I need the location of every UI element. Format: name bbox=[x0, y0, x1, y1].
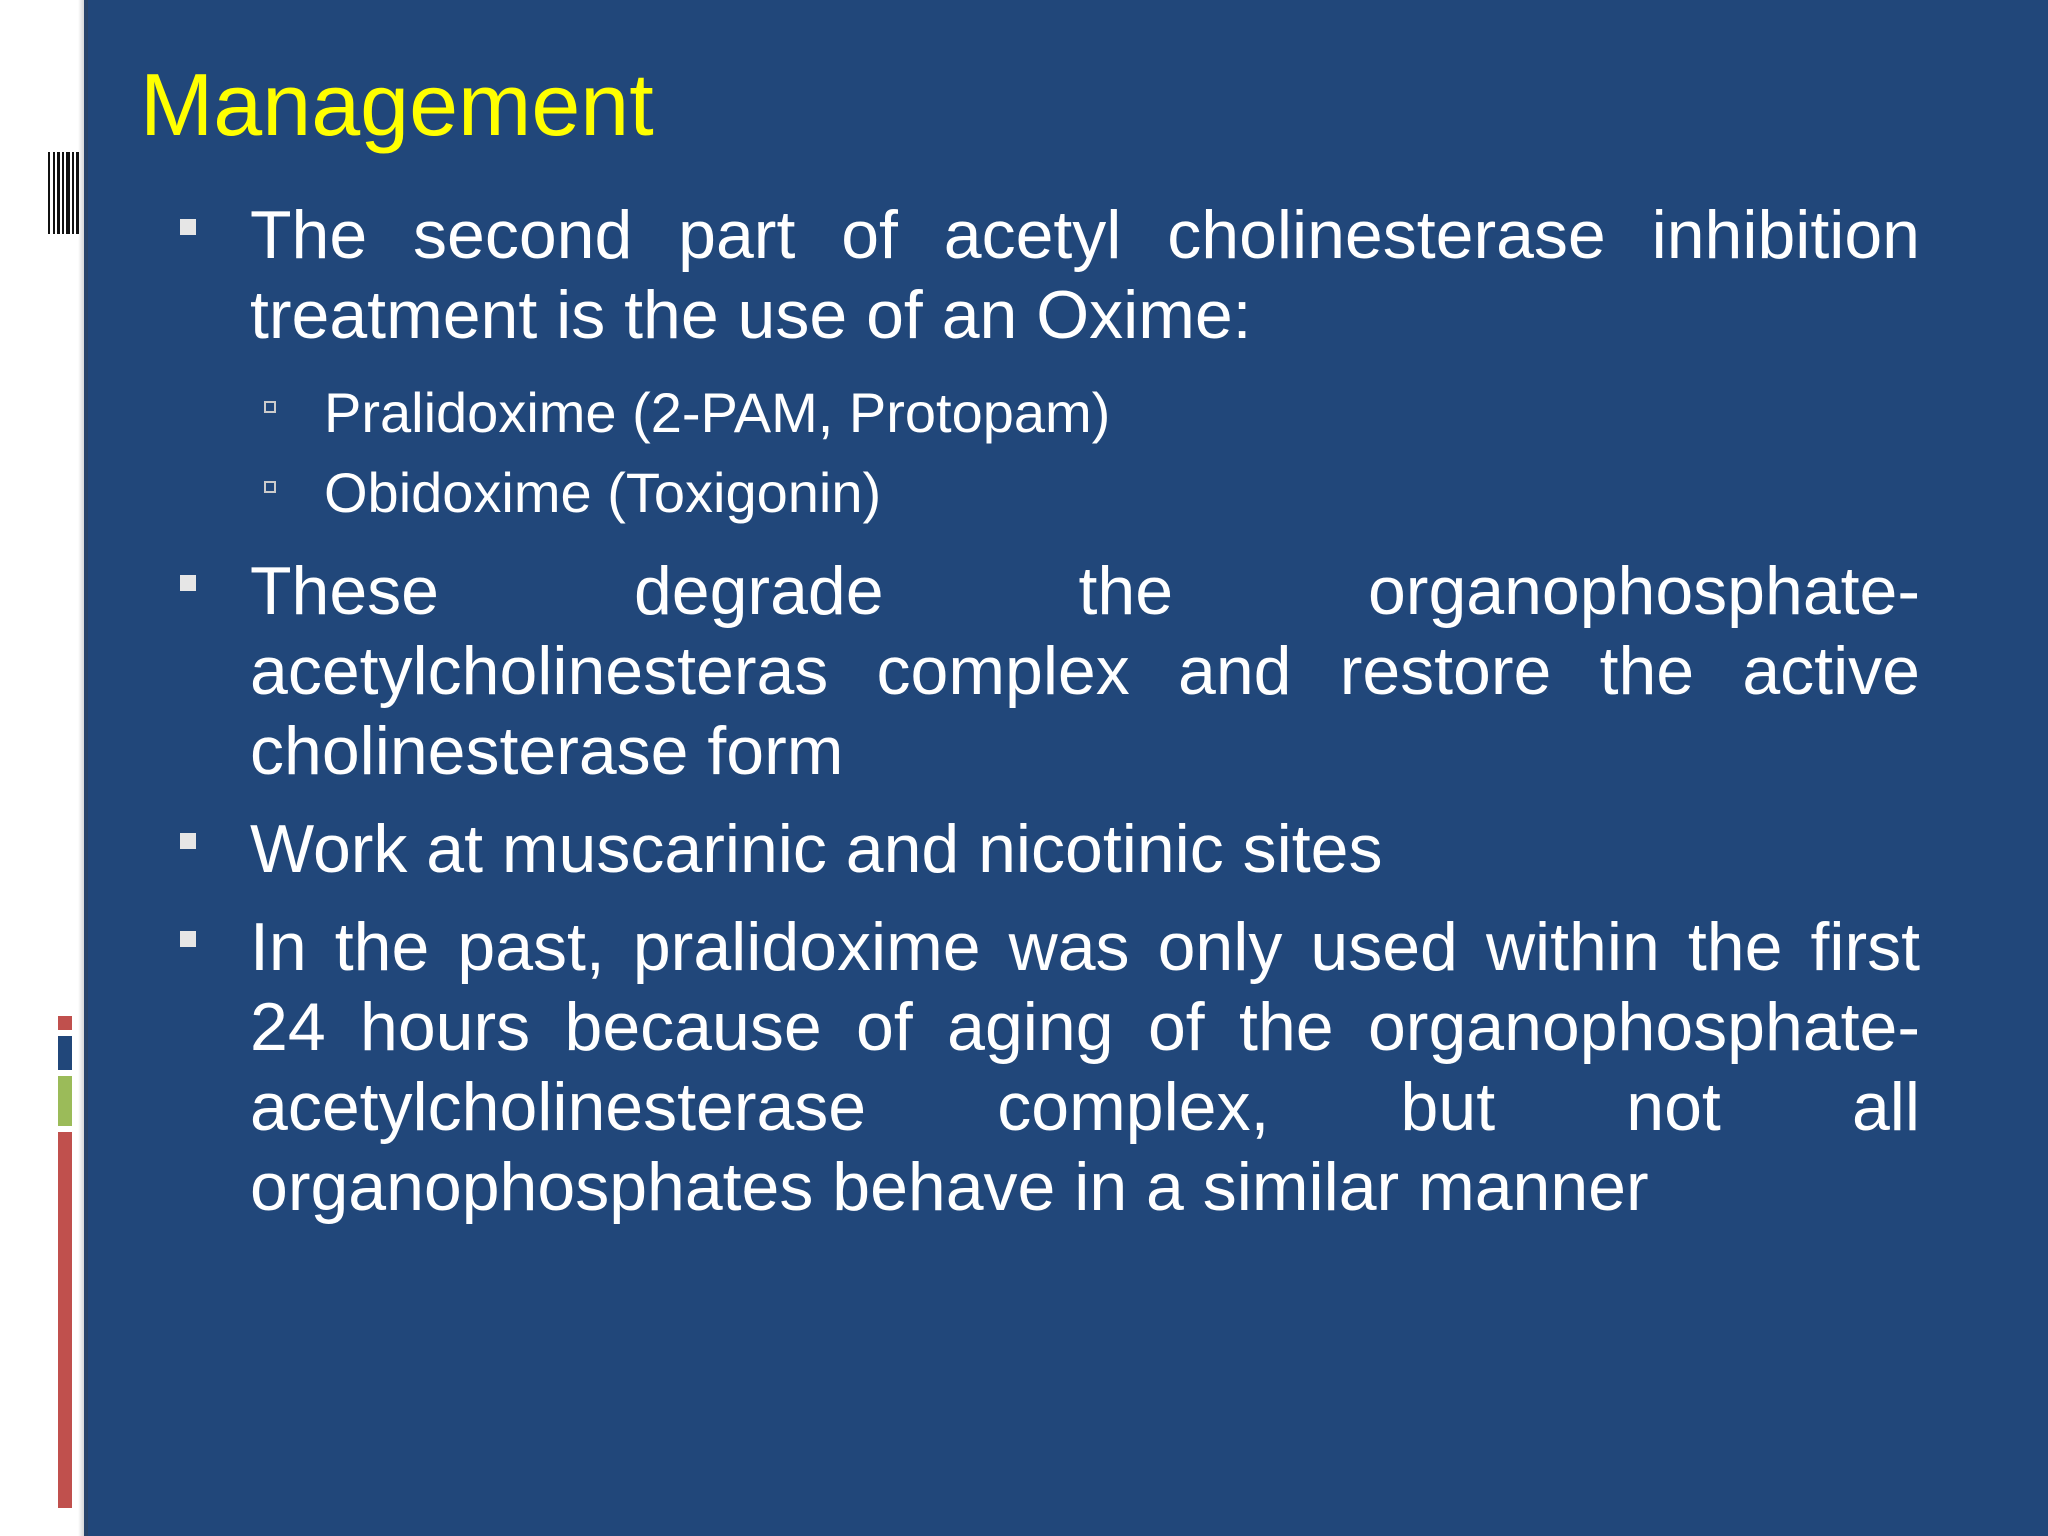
square-bullet-icon bbox=[180, 833, 196, 849]
accent-bar-red-long bbox=[58, 1132, 72, 1508]
square-bullet-icon bbox=[180, 219, 196, 235]
slide-body bbox=[170, 195, 1920, 1245]
slide-title: Management bbox=[140, 55, 654, 154]
bullet-text: In the past, pralidoxime was only used within the first 24 hours because of aging of the organophosphate-acetylcholinesterase complex, but not all organophosphates behave in a similar manner bbox=[250, 909, 1920, 1225]
sub-bullet-text: Pralidoxime (2-PAM, Protopam) bbox=[324, 381, 1111, 444]
accent-bar-green bbox=[58, 1076, 72, 1126]
hollow-square-bullet-icon bbox=[264, 401, 276, 413]
hollow-square-bullet-icon bbox=[264, 481, 276, 493]
bullet-item bbox=[170, 907, 1920, 1227]
bullet-item bbox=[170, 195, 1920, 355]
bullet-text: The second part of acetyl cholinesterase inhibition treatment is the use of an Oxime: bbox=[250, 197, 1920, 353]
sub-bullet-text: Obidoxime (Toxigonin) bbox=[324, 461, 882, 524]
sub-bullet-item bbox=[170, 453, 1920, 533]
sub-bullet-item bbox=[170, 373, 1920, 453]
bullet-text: Work at muscarinic and nicotinic sites bbox=[250, 811, 1383, 887]
decorative-lines-icon bbox=[48, 152, 80, 234]
accent-bar-blue bbox=[58, 1036, 72, 1070]
square-bullet-icon bbox=[180, 575, 196, 591]
bullet-item bbox=[170, 551, 1920, 791]
accent-bar-red-small bbox=[58, 1016, 72, 1030]
square-bullet-icon bbox=[180, 931, 196, 947]
sub-bullet-list bbox=[170, 373, 1920, 533]
bullet-text: These degrade the organophosphate-acetylcholinesteras complex and restore the active cholinesterase form bbox=[250, 553, 1920, 789]
bullet-item bbox=[170, 809, 1920, 889]
